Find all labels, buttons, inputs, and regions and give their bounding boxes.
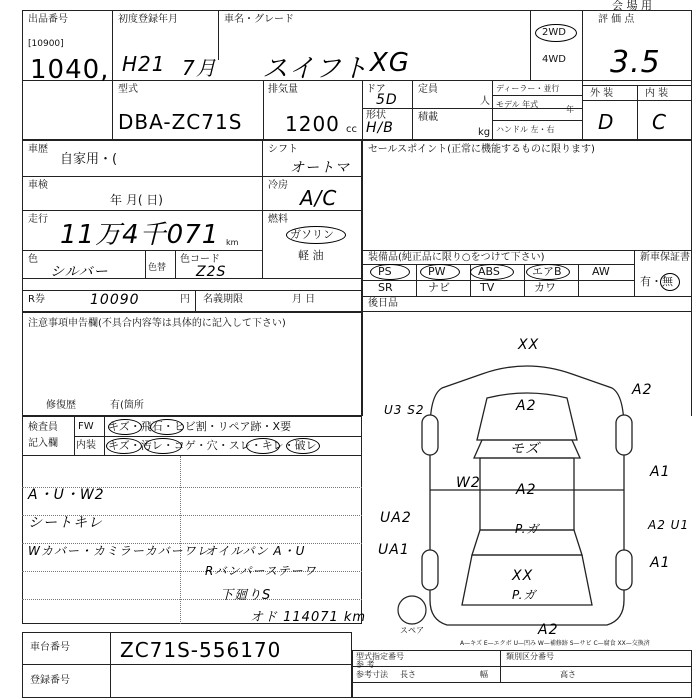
equipment-label: 装備品(純正品に限り○をつけて下さい) (368, 252, 545, 263)
equip-leather: カワ (534, 281, 556, 294)
shift-value: オートマ (290, 160, 350, 176)
note-3: Wカバー・カミラーカバーワレ (28, 544, 210, 558)
interior-grade: C (652, 110, 667, 134)
shape-label: 形状 (366, 110, 386, 121)
diagram-top: XX (518, 337, 540, 353)
ac-label: 冷房 (268, 180, 288, 191)
tire-rear-left (422, 550, 438, 590)
interior-label: 内 装 (645, 88, 669, 99)
diagram-a2-front-right: A2 (632, 382, 653, 398)
fuel-gas: ガソリン (290, 228, 334, 241)
tire-front-left (422, 415, 438, 455)
limit-label: 名義期限 (203, 294, 243, 305)
note-1: A・U・W2 (28, 487, 105, 503)
int-label: 内装 (76, 440, 96, 451)
grade: XG (370, 48, 410, 78)
score-label: 評 価 点 (598, 14, 635, 25)
limit-fields: 月 日 (292, 294, 316, 305)
tire-front-right (616, 415, 632, 455)
lot-label: 出品番号 (28, 14, 68, 25)
door-value: 5D (376, 92, 398, 108)
fw-label: FW (78, 421, 94, 432)
fuel-label: 燃料 (268, 214, 288, 225)
handle-label: ハンドル 左・右 (496, 125, 555, 134)
color-label: 色 (28, 254, 38, 265)
diagram-ua2: UA2 (380, 510, 412, 526)
diagram-front: A2 (516, 398, 537, 414)
note-7: オド 114071 km (250, 610, 367, 625)
color-code-label: 色コード (180, 254, 220, 265)
warranty-value: 有・無 (640, 275, 673, 288)
dims-label: 参考寸法 (356, 670, 388, 679)
equip-abs: ABS (478, 265, 500, 278)
diagram-u3s2: U3 S2 (384, 403, 425, 417)
sales-label: セールスポイント(正常に機能するものに限ります) (368, 144, 595, 155)
recolor-label: 色替 (148, 263, 167, 273)
equip-navi: ナビ (428, 281, 450, 294)
reg-month: 7月 (182, 56, 217, 80)
equip-pw: PW (428, 265, 446, 278)
repair-value: 有(箇所 (110, 400, 144, 411)
model-label: 型式 (118, 84, 138, 95)
diagram-xx2: XX (512, 568, 534, 584)
drive-4wd: 4WD (542, 54, 566, 65)
color-code: Z2S (196, 264, 227, 280)
note-2: シートキレ (28, 515, 103, 531)
color-value: シルバー (50, 264, 109, 280)
note-5: Rバンパーステーワ (205, 564, 317, 578)
door-label: ドア (366, 84, 386, 95)
capacity-label: 定員 (418, 84, 438, 95)
r-value: 10090 (90, 292, 140, 308)
inspection-fields: 年 月( 日) (110, 193, 163, 207)
r-label: R券 (28, 294, 45, 305)
diagram-a1-rear: A1 (650, 555, 671, 571)
use-label: 車歴 (28, 144, 48, 155)
ref-label-1: 参 考 (356, 660, 375, 669)
dim-height: 高さ (560, 670, 576, 679)
shift-label: シフト (268, 144, 298, 155)
equip-sr: SR (378, 281, 393, 294)
disp-label: 排気量 (268, 84, 298, 95)
equip-airbag: エアB (532, 265, 562, 278)
tire-rear-right (616, 550, 632, 590)
int-items: キズ・汚レ・コゲ・穴・スレ・キレ・破レ (108, 439, 317, 452)
displacement: 1200 (285, 112, 340, 136)
dealer-label: ディーラー・並行 (496, 84, 560, 93)
name-label: 車名・グレード (224, 14, 294, 25)
diagram-pig2: P.ガ (512, 588, 537, 602)
equip-aw: AW (592, 265, 610, 278)
load-unit: kg (478, 127, 491, 138)
warranty-label: 新車保証書 (640, 252, 690, 263)
reg-era: H21 (122, 52, 166, 76)
diagram-pig: P.ガ (515, 522, 540, 536)
inspector-label: 検査員 (28, 422, 58, 433)
inspector-entry-label: 記入欄 (28, 438, 58, 449)
note-6: 下廻りS (220, 588, 272, 603)
diagram-legend-1: A—キズ E—エクボ U—凹み W—補修跡 S—サビ C—腐食 XX—交換済 (460, 640, 650, 647)
equip-tv: TV (480, 281, 495, 294)
class-label: 類別区分番号 (506, 652, 554, 661)
equip-ps: PS (378, 265, 392, 278)
load-label: 積載 (418, 112, 438, 123)
diagram-roof: A2 (516, 482, 537, 498)
use-value: 自家用・( (60, 152, 118, 167)
model-value: DBA-ZC71S (118, 110, 243, 134)
shape-value: H/B (366, 120, 394, 136)
cc-unit: cc (346, 124, 357, 135)
diagram-hood: モズ (510, 441, 540, 457)
score-value: 3.5 (610, 45, 661, 80)
diagram-ua1: UA1 (378, 542, 410, 558)
notes-label: 注意事項申告欄(不具合内容等は具体的に記入して下さい) (28, 318, 286, 329)
fuel-diesel: 軽 油 (298, 249, 324, 262)
later-items-label: 後日品 (368, 298, 398, 309)
chassis-value: ZC71S-556170 (120, 638, 282, 662)
ac-value: A/C (300, 186, 338, 210)
diagram-rear: A2 (538, 622, 559, 638)
lot-number: 1040, (30, 55, 110, 85)
diagram-a1-right: A1 (650, 464, 671, 480)
exterior-label: 外 装 (590, 88, 614, 99)
note-4: オイルパン A・U (205, 544, 306, 558)
repair-label: 修復歴 (46, 400, 76, 411)
capacity-unit: 人 (480, 96, 490, 107)
diagram-spare: スペア (400, 626, 424, 635)
fw-items: キズ・飛石・ヒビ割・リペア跡・X要 (108, 420, 292, 433)
km-unit: km (226, 238, 239, 247)
mileage-label: 走行 (28, 214, 48, 225)
exterior-grade: D (598, 110, 615, 134)
car-name: スイフト (262, 54, 369, 84)
year-unit: 年 (566, 105, 574, 114)
chassis-label: 車台番号 (30, 642, 70, 653)
lot-code: [10900] (28, 39, 64, 49)
plate-label: 登録番号 (30, 675, 70, 686)
reg-label: 初度登録年月 (118, 14, 178, 25)
model-year-label: モデル 年式 (496, 100, 539, 109)
spare-tire-icon (398, 596, 426, 624)
diagram-a2u1: A2 U1 (648, 518, 690, 532)
drive-2wd: 2WD (542, 27, 566, 38)
inspection-label: 車検 (28, 180, 48, 191)
model-code-label: 型式指定番号 (356, 652, 404, 661)
yen-unit: 円 (180, 294, 190, 305)
diagram-w2: W2 (456, 475, 481, 491)
mileage-value: 11万4千071 (60, 220, 220, 250)
dim-width: 幅 (480, 670, 488, 679)
venue-label: 会 場 用 (612, 0, 652, 12)
dim-length: 長さ (400, 670, 416, 679)
